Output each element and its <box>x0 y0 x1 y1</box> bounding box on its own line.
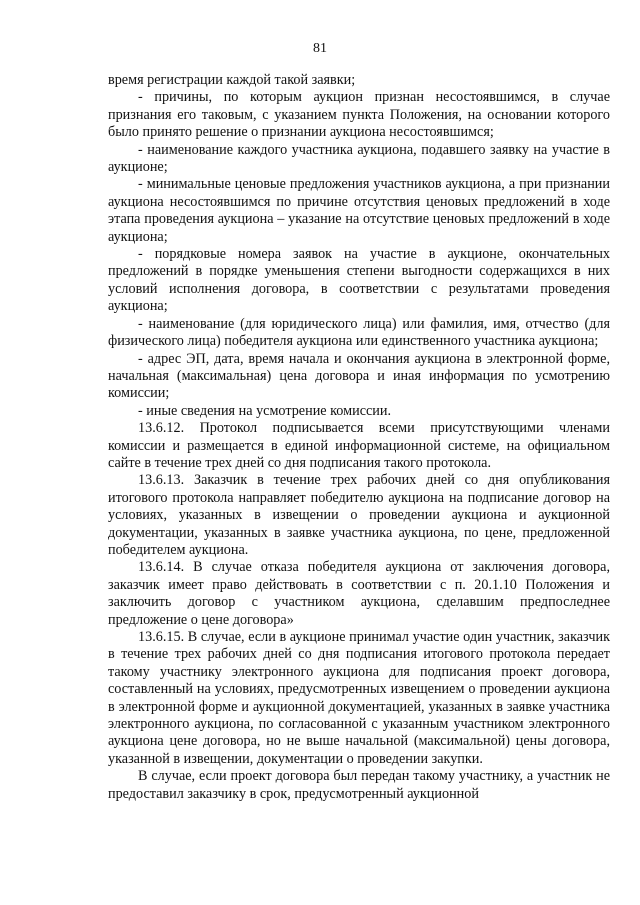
clause-13-6-14: 13.6.14. В случае отказа победителя аукциона от заключения договора, заказчик имеет право действовать в соответствии с п. 20.1.10 Положения и заключить договор с участником аукциона, сделавшим предпоследнее предложение о цене договора» <box>108 559 610 628</box>
clause-13-6-15: 13.6.15. В случае, если в аукционе принимал участие один участник, заказчик в течение трех рабочих дней со дня подписания итогового протокола передает такому участнику электронного аукциона для подписания проект договора, составленный на условиях, предусмотренных извещением о проведении аукциона в электронной форме и аукционной документацией, указанных в заявке участника электронного аукциона, по согласованной с указанным участником электронного аукциона цене договора, но не выше начальной (максимальной) цены договора, указанной в извещении, документации о проведении закупки. <box>108 629 610 767</box>
list-item: - иные сведения на усмотрение комиссии. <box>138 402 392 419</box>
list-item: - минимальные ценовые предложения участников аукциона, а при признании аукциона несостоявшимся по причине отсутствия ценовых предложений в ходе этапа проведения аукциона – указание на отсутствие ценовых предложений в ходе аукциона; <box>108 176 610 245</box>
paragraph: В случае, если проект договора был передан такому участнику, а участник не предоставил заказчику в срок, предусмотренный аукционной <box>108 768 610 802</box>
list-item: - причины, по которым аукцион признан несостоявшимся, в случае признания его таковым, с указанием пункта Положения, на основании которого было принято решение о признании аукциона несостоявшимся; <box>108 89 610 141</box>
clause-13-6-12: 13.6.12. Протокол подписывается всеми присутствующими членами комиссии и размещается в единой информационной системе, на официальном сайте в течение трех дней со дня подписания такого протокола. <box>108 420 610 471</box>
paragraph: время регистрации каждой такой заявки; <box>108 72 356 88</box>
document-body <box>108 72 610 803</box>
page-number: 81 <box>313 41 327 56</box>
clause-13-6-13: 13.6.13. Заказчик в течение трех рабочих дней со дня опубликования итогового протокола направляет победителю аукциона на подписание договор на условиях, указанных в извещении о проведении аукциона и аукционной документации, указанных в заявке участника аукциона, по цене, предложенной победителем аукциона. <box>108 472 610 558</box>
list-item: - наименование (для юридического лица) или фамилия, имя, отчество (для физического лица) победителя аукциона или единственного участника аукциона; <box>108 315 610 350</box>
list-item: - адрес ЭП, дата, время начала и окончания аукциона в электронной форме, начальная (максимальная) цена договора и иная информация по усмотрению комиссии; <box>108 350 610 402</box>
list-item: - порядковые номера заявок на участие в аукционе, окончательных предложений в порядке уменьшения степени выгодности содержащихся в них условий исполнения договора, в соответствии с результатами проведения аукциона; <box>108 246 610 315</box>
list-item: - наименование каждого участника аукциона, подавшего заявку на участие в аукционе; <box>108 141 610 176</box>
